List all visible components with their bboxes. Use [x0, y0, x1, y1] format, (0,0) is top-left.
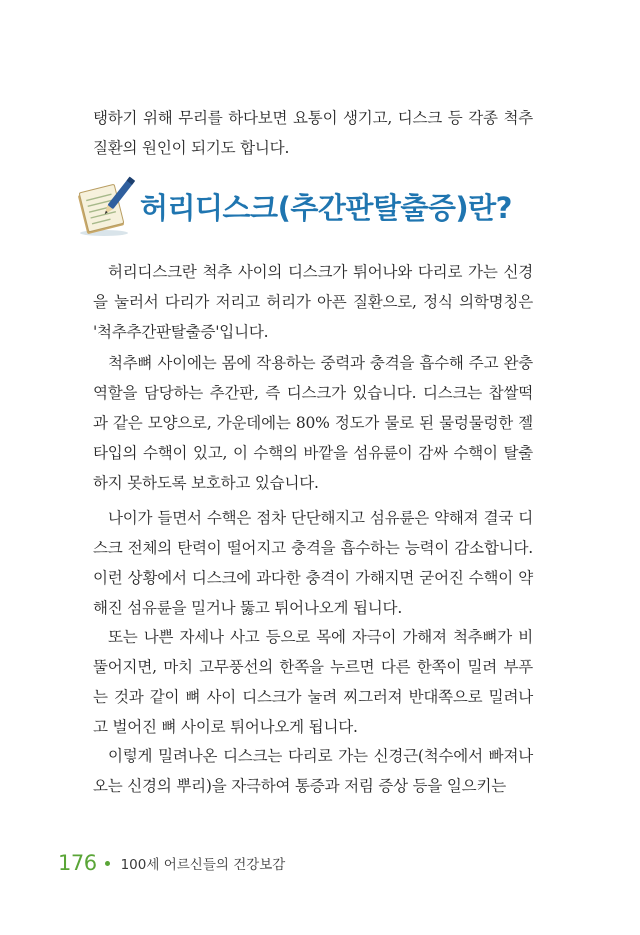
notepad-pen-icon [74, 176, 136, 238]
page-number: 176 [58, 851, 97, 875]
body-paragraph: 허리디스크란 척추 사이의 디스크가 튀어나와 다리로 가는 신경을 눌러서 다리가 저리고 허리가 아픈 질환으로, 정식 의학명칭은 '척추추간판탈출증'입니다. [93, 263, 533, 341]
section-heading [74, 172, 544, 242]
book-title: 100세 어르신들의 건강보감 [120, 857, 286, 873]
body-paragraph: 이렇게 밀려나온 디스크는 다리로 가는 신경근(척수에서 빠져나오는 신경의 뿌리)을 자극하여 통증과 저림 증상 등을 일으키는 [93, 747, 533, 795]
bullet-dot-icon [105, 861, 110, 866]
body-paragraph: 나이가 들면서 수핵은 점차 단단해지고 섬유륜은 약해져 결국 디스크 전체의 탄력이 떨어지고 충격을 흡수하는 능력이 감소합니다. 이런 상황에서 디스크에 과다한 충격이 가해지면 굳어진 수핵이 약해진 섬유륜을 밀거나 뚫고 튀어나오게 됩니다. [93, 509, 533, 617]
body-paragraph: 척추뼈 사이에는 몸에 작용하는 중력과 충격을 흡수해 주고 완충 역할을 담당하는 추간판, 즉 디스크가 있습니다. 디스크는 찹쌀떡과 같은 모양으로, 가운데에는 80% 정도가 물로 된 물렁물렁한 젤 타입의 수핵이 있고, 이 수핵의 바깥을 섬유륜이 감싸 수핵이 탈출하지 못하도록 보호하고 있습니다. [93, 354, 533, 492]
body-paragraph-continued: 탱하기 위해 무리를 하다보면 요통이 생기고, 디스크 등 각종 척추 질환의 원인이 되기도 합니다. [93, 109, 533, 157]
section-title: 허리디스크(추간판탈출증)란? [140, 191, 512, 225]
body-paragraph: 또는 나쁜 자세나 사고 등으로 목에 자극이 가해져 척추뼈가 비뚤어지면, 마치 고무풍선의 한쪽을 누르면 다른 한쪽이 밀려 부푸는 것과 같이 뼈 사이 디스크가 눌려 찌그러져 반대쪽으로 밀려나고 벌어진 뼈 사이로 튀어나오게 됩니다. [93, 628, 533, 736]
page-footer [58, 848, 285, 878]
